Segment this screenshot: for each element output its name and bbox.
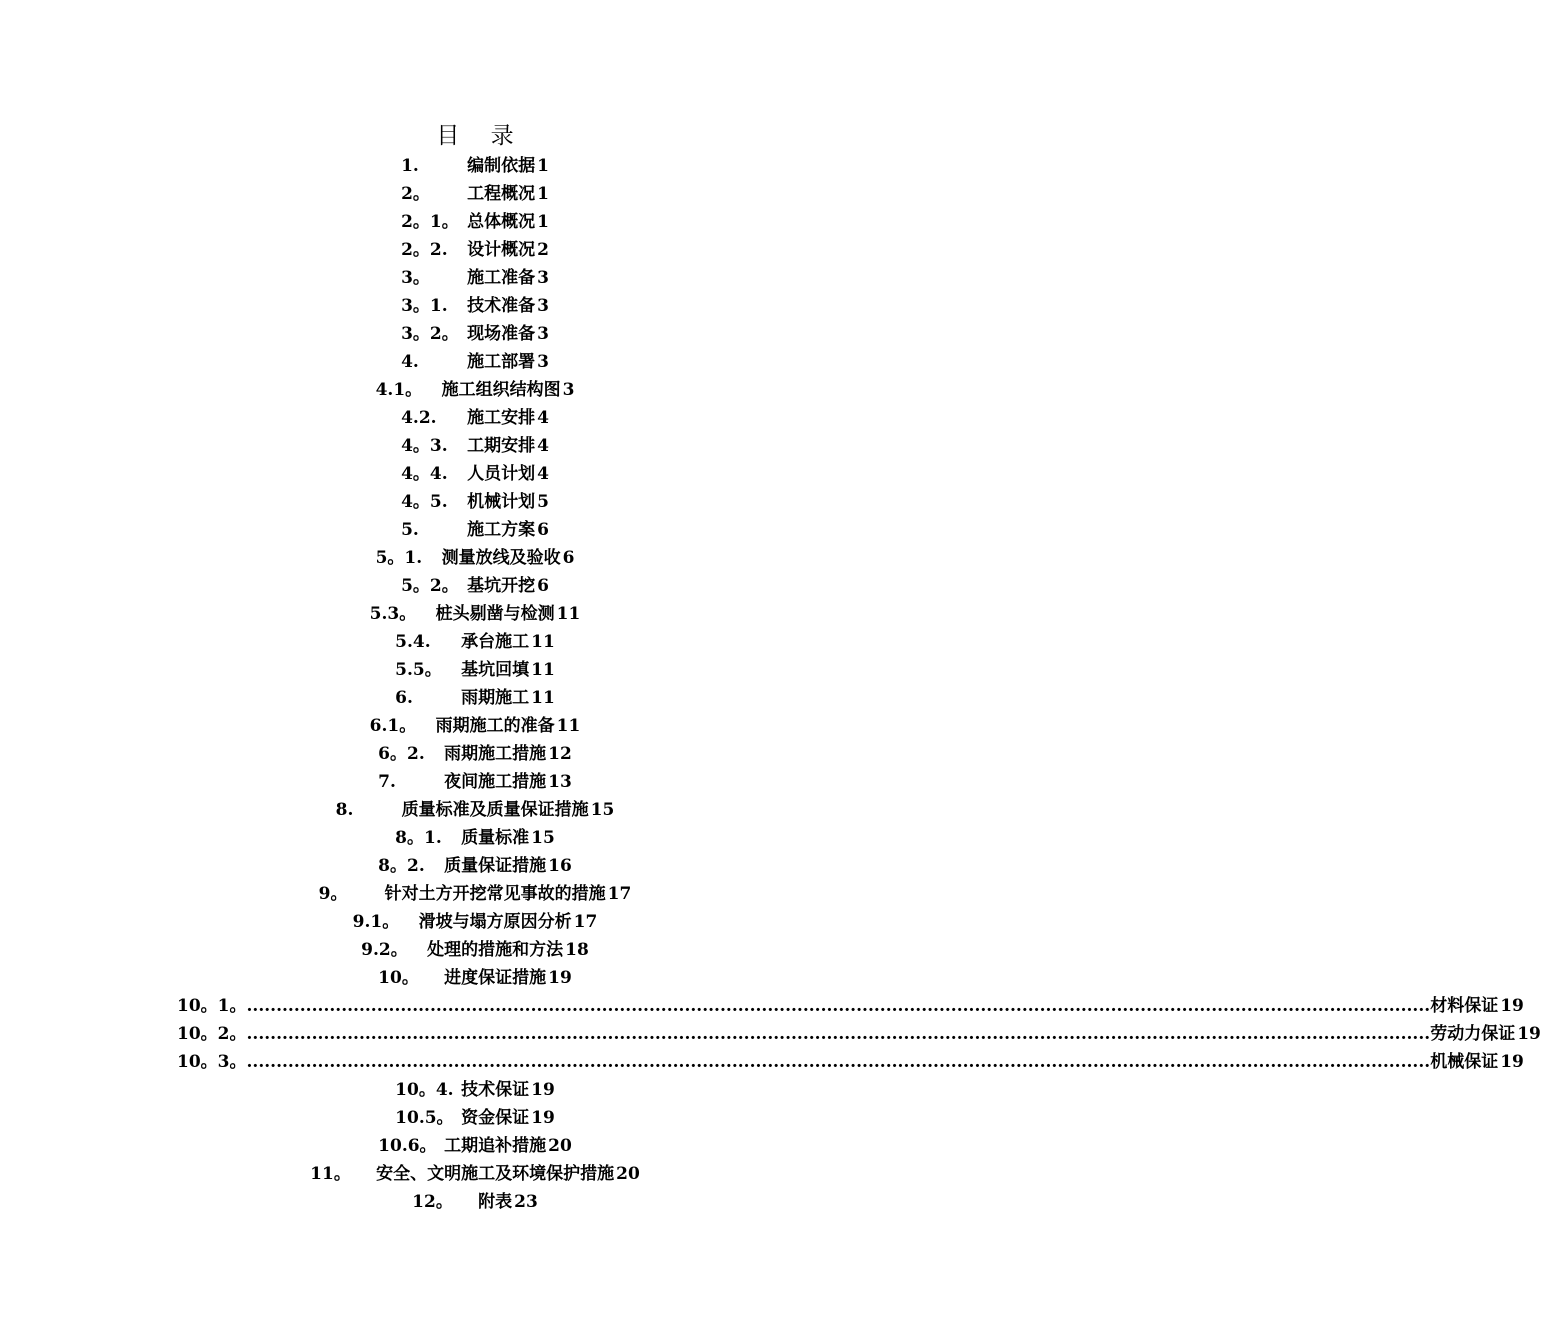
toc-entry-page: 16	[548, 856, 572, 876]
toc-entry[interactable]	[0, 180, 950, 208]
toc-entry-title: 总体概况	[467, 212, 536, 232]
toc-entry-title: 质量保证措施	[444, 856, 547, 876]
toc-entry-number: 10.5。	[395, 1108, 454, 1128]
toc-entry-page: 11	[531, 660, 555, 680]
toc-entry-page: 17	[573, 912, 598, 932]
toc-entry-number: 10。1。	[177, 996, 247, 1016]
toc-entry-title: 施工准备	[467, 268, 536, 288]
toc-entry-number: 10。3。	[177, 1052, 247, 1072]
toc-entry-title: 安全、文明施工及环境保护措施	[376, 1164, 615, 1184]
toc-entry[interactable]	[0, 600, 950, 628]
toc-entry[interactable]	[0, 516, 950, 544]
toc-entry-page: 3	[537, 296, 549, 316]
toc-entry-leader-wrap	[177, 1020, 1541, 1048]
toc-entry[interactable]	[0, 740, 950, 768]
toc-entry-page: 4	[537, 408, 549, 428]
toc-entry-page: 18	[565, 940, 589, 960]
toc-entry[interactable]	[0, 796, 950, 824]
toc-entry[interactable]	[0, 1132, 950, 1160]
toc-entry[interactable]	[0, 1188, 950, 1216]
toc-entry-title: 施工安排	[467, 408, 536, 428]
toc-entry-page: 15	[590, 800, 615, 820]
toc-entry-page: 19	[548, 968, 572, 988]
toc-entry-number: 5.	[401, 520, 419, 540]
toc-entry-title: 施工组织结构图	[441, 380, 561, 400]
toc-entry-page: 20	[616, 1164, 640, 1184]
toc-entry-title: 雨期施工措施	[444, 744, 547, 764]
toc-entry-leader-wrap	[177, 992, 1524, 1020]
toc-entry[interactable]	[0, 1160, 950, 1188]
toc-entry-title: 处理的措施和方法	[427, 940, 564, 960]
toc-entry[interactable]	[0, 964, 950, 992]
toc-entry[interactable]	[0, 264, 950, 292]
toc-entry-number: 4。5.	[401, 492, 448, 512]
toc-entry-number: 10.6。	[378, 1136, 437, 1156]
toc-entry-page: 19	[531, 1080, 555, 1100]
toc-entry-page: 3	[562, 380, 575, 400]
toc-entry-number: 2。2.	[401, 240, 448, 260]
toc-entry-page: 6	[537, 520, 549, 540]
toc-entry-number: 10。	[378, 968, 419, 988]
toc-entry-title: 质量标准及质量保证措施	[401, 800, 589, 820]
toc-entry-number: 12。	[412, 1192, 453, 1212]
toc-entry-title: 人员计划	[467, 464, 536, 484]
toc-entry[interactable]	[0, 544, 950, 572]
toc-entry-title: 工程概况	[467, 184, 536, 204]
toc-entry[interactable]	[0, 320, 950, 348]
toc-entry-page: 4	[537, 464, 549, 484]
toc-entry-page: 11	[531, 688, 555, 708]
toc-title: 目 录	[436, 123, 526, 149]
toc-entry[interactable]	[0, 572, 950, 600]
toc-entry[interactable]	[0, 712, 950, 740]
toc-entry-number: 9。	[318, 884, 348, 904]
toc-entry-number: 3。1.	[401, 296, 448, 316]
toc-entry-title: 雨期施工的准备	[435, 716, 555, 736]
toc-entry[interactable]	[0, 628, 950, 656]
toc-entry-title: 雨期施工	[461, 688, 530, 708]
toc-entry-number: 2。1。	[401, 212, 459, 232]
toc-entry[interactable]	[0, 936, 950, 964]
toc-entry-title: 桩头剔凿与检测	[435, 604, 555, 624]
toc-entry-title: 现场准备	[467, 324, 536, 344]
toc-entry-number: 5。2。	[401, 576, 459, 596]
toc-entry-number: 5.5。	[395, 660, 442, 680]
toc-entry-number: 6.1。	[369, 716, 417, 736]
toc-entry-title: 机械计划	[467, 492, 536, 512]
toc-entry-number: 9.1。	[352, 912, 400, 932]
toc-entry[interactable]	[0, 488, 950, 516]
toc-entry[interactable]	[0, 432, 950, 460]
toc-entry[interactable]	[0, 1048, 1524, 1076]
toc-entry-number: 6.	[395, 688, 413, 708]
toc-entry-leader-wrap	[177, 1048, 1524, 1076]
toc-entry-title: 附表	[478, 1192, 513, 1212]
toc-entry-page: 5	[537, 492, 549, 512]
toc-entry-title: 承台施工	[461, 632, 530, 652]
toc-entry-page: 4	[537, 436, 549, 456]
toc-entry[interactable]	[0, 292, 950, 320]
toc-entry-number: 9.2。	[361, 940, 408, 960]
toc-entry-page: 19	[1517, 1024, 1541, 1044]
toc-entry-title: 编制依据	[467, 156, 536, 176]
toc-entry[interactable]	[0, 1020, 1541, 1048]
toc-entry-page: 11	[531, 632, 555, 652]
toc-entry-title: 资金保证	[461, 1108, 530, 1128]
toc-entry-title: 工期安排	[467, 436, 536, 456]
toc-entry-number: 5.3。	[369, 604, 417, 624]
toc-entry-title: 设计概况	[467, 240, 536, 260]
toc-entry-number: 1.	[401, 156, 419, 176]
toc-entry-page: 23	[514, 1192, 538, 1212]
toc-entry[interactable]	[0, 460, 950, 488]
toc-entry-page: 11	[556, 604, 581, 624]
toc-entry-page: 1	[537, 184, 549, 204]
toc-entry[interactable]	[0, 992, 1524, 1020]
toc-entry-number: 10。2。	[177, 1024, 247, 1044]
toc-entry-title: 针对土方开挖常见事故的措施	[384, 884, 606, 904]
toc-entry[interactable]	[0, 376, 950, 404]
toc-entry[interactable]	[0, 656, 950, 684]
toc-entry-number: 4.1。	[375, 380, 423, 400]
toc-entry-number: 3。	[401, 268, 430, 288]
toc-entry-title: 夜间施工措施	[444, 772, 547, 792]
toc-entry-title: 工期追补措施	[444, 1136, 547, 1156]
toc-entry-number: 6。2.	[378, 744, 425, 764]
toc-entry-title: 基坑回填	[461, 660, 530, 680]
toc-entry-title: 劳动力保证	[1430, 1024, 1516, 1044]
toc-entry-number: 8。1.	[395, 828, 442, 848]
toc-entry[interactable]	[0, 880, 950, 908]
toc-entry-number: 11。	[310, 1164, 351, 1184]
toc-entry[interactable]	[0, 348, 950, 376]
toc-entry-title: 滑坡与塌方原因分析	[418, 912, 572, 932]
toc-entry-title: 质量标准	[461, 828, 530, 848]
toc-entry-page: 6	[562, 548, 575, 568]
toc-entry-title: 技术准备	[467, 296, 536, 316]
toc-entry-title: 测量放线及验收	[441, 548, 561, 568]
toc-list	[0, 152, 1541, 1216]
toc-entry[interactable]	[0, 824, 950, 852]
toc-entry-number: 5.4.	[395, 632, 431, 652]
toc-entry-page: 19	[531, 1108, 555, 1128]
toc-entry-title: 进度保证措施	[444, 968, 547, 988]
toc-dot-leader: ........................................................................................................................................................................................................	[246, 1052, 1431, 1072]
toc-entry-page: 13	[548, 772, 572, 792]
toc-entry-number: 4.	[401, 352, 419, 372]
toc-entry-title: 施工部署	[467, 352, 536, 372]
toc-entry[interactable]	[0, 1076, 950, 1104]
toc-entry-number: 8.	[335, 800, 354, 820]
toc-entry-title: 机械保证	[1430, 1052, 1499, 1072]
toc-entry-number: 4.2.	[401, 408, 437, 428]
toc-entry-number: 5。1.	[375, 548, 423, 568]
toc-entry[interactable]	[0, 236, 950, 264]
toc-entry-page: 3	[537, 268, 549, 288]
toc-entry-page: 1	[537, 212, 549, 232]
toc-entry[interactable]	[0, 152, 950, 180]
toc-entry-number: 3。2。	[401, 324, 459, 344]
toc-entry-title: 技术保证	[461, 1080, 530, 1100]
toc-entry-page: 15	[531, 828, 555, 848]
toc-entry-title: 基坑开挖	[467, 576, 536, 596]
toc-entry-page: 11	[556, 716, 581, 736]
toc-entry-page: 2	[537, 240, 549, 260]
toc-entry-page: 12	[548, 744, 572, 764]
toc-entry[interactable]	[0, 1104, 950, 1132]
toc-entry-number: 4。4.	[401, 464, 448, 484]
toc-entry[interactable]	[0, 208, 950, 236]
toc-entry-number: 8。2.	[378, 856, 425, 876]
toc-entry-page: 20	[548, 1136, 572, 1156]
toc-entry-page: 1	[537, 156, 549, 176]
toc-entry-number: 7.	[378, 772, 396, 792]
toc-entry[interactable]	[0, 768, 950, 796]
toc-entry-page: 17	[607, 884, 632, 904]
toc-entry-page: 3	[537, 324, 549, 344]
toc-entry[interactable]	[0, 908, 950, 936]
toc-entry[interactable]	[0, 684, 950, 712]
toc-entry[interactable]	[0, 404, 950, 432]
toc-entry-page: 19	[1500, 996, 1524, 1016]
toc-entry-number: 2。	[401, 184, 430, 204]
toc-entry-title: 材料保证	[1430, 996, 1499, 1016]
toc-entry-title: 施工方案	[467, 520, 536, 540]
toc-dot-leader: ........................................................................................................................................................................................................	[246, 996, 1431, 1016]
toc-entry-page: 3	[537, 352, 549, 372]
toc-entry-number: 4。3.	[401, 436, 448, 456]
toc-entry-number: 10。4.	[395, 1080, 454, 1100]
toc-entry[interactable]	[0, 852, 950, 880]
toc-entry-page: 6	[537, 576, 549, 596]
toc-entry-page: 19	[1500, 1052, 1524, 1072]
toc-dot-leader: ........................................................................................................................................................................................................	[246, 1024, 1431, 1044]
